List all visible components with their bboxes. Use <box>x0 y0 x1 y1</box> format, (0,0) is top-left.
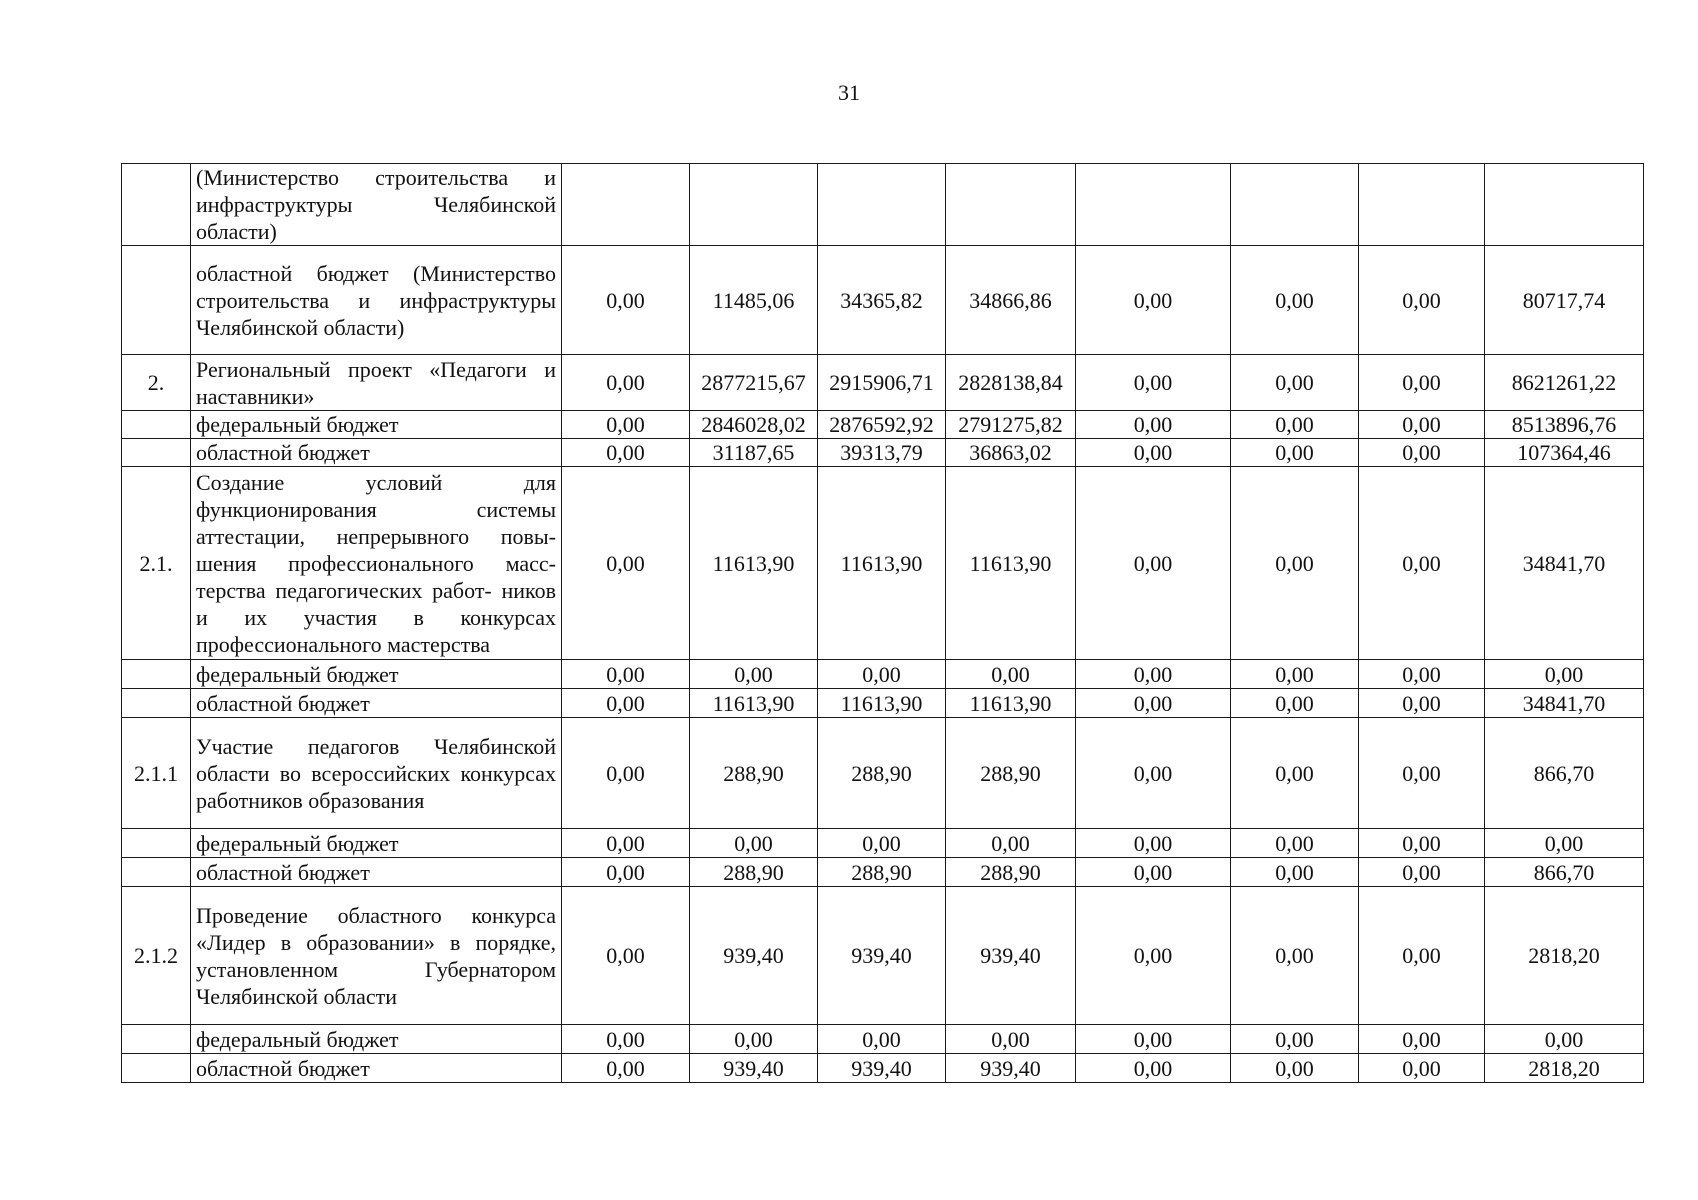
row-description <box>191 246 562 355</box>
row-description-text: Участие педагогов Челябинской области во всероссийских конкурсах работников образования <box>196 733 556 813</box>
value-cell-8: 0,00 <box>1485 1025 1644 1054</box>
value-cell-8: 80717,74 <box>1485 246 1644 355</box>
row-number: 2.1.1 <box>122 718 191 829</box>
row-number: 2. <box>122 355 191 411</box>
row-description <box>191 355 562 411</box>
value-cell-1: 0,00 <box>562 1054 690 1083</box>
row-description-text: Создание условий для функционирования системы аттестации, непрерывного повы- шения профессионального масс- терства педагогических работ- ников и их участия в конкурсах профессионального мастерства <box>196 469 556 657</box>
budget-table <box>121 163 1644 1083</box>
value-cell-2: 11613,90 <box>690 689 818 718</box>
value-cell-4: 2828138,84 <box>946 355 1076 411</box>
value-cell-2: 939,40 <box>690 1054 818 1083</box>
value-cell-8: 34841,70 <box>1485 467 1644 660</box>
value-cell-2: 288,90 <box>690 718 818 829</box>
value-cell-4 <box>946 164 1076 246</box>
row-description-text: областной бюджет <box>196 859 370 885</box>
row-number <box>122 1025 191 1054</box>
value-cell-8: 0,00 <box>1485 660 1644 689</box>
value-cell-7: 0,00 <box>1359 439 1485 467</box>
table-row <box>122 1054 1644 1083</box>
value-cell-8: 866,70 <box>1485 718 1644 829</box>
value-cell-6: 0,00 <box>1231 1054 1359 1083</box>
value-cell-6: 0,00 <box>1231 660 1359 689</box>
table-row <box>122 411 1644 439</box>
value-cell-1 <box>562 164 690 246</box>
row-number <box>122 858 191 887</box>
row-number <box>122 660 191 689</box>
value-cell-8 <box>1485 164 1644 246</box>
value-cell-4: 939,40 <box>946 1054 1076 1083</box>
value-cell-5 <box>1076 164 1231 246</box>
row-description <box>191 660 562 689</box>
value-cell-8: 2818,20 <box>1485 1054 1644 1083</box>
value-cell-1: 0,00 <box>562 718 690 829</box>
row-description <box>191 689 562 718</box>
value-cell-3: 11613,90 <box>818 689 946 718</box>
value-cell-2: 939,40 <box>690 887 818 1025</box>
table-row <box>122 829 1644 858</box>
row-number <box>122 829 191 858</box>
value-cell-5: 0,00 <box>1076 1025 1231 1054</box>
value-cell-3: 939,40 <box>818 887 946 1025</box>
value-cell-2: 0,00 <box>690 829 818 858</box>
row-description <box>191 829 562 858</box>
value-cell-2: 11613,90 <box>690 467 818 660</box>
row-description <box>191 858 562 887</box>
value-cell-5: 0,00 <box>1076 246 1231 355</box>
value-cell-1: 0,00 <box>562 439 690 467</box>
row-description <box>191 439 562 467</box>
value-cell-6: 0,00 <box>1231 689 1359 718</box>
table-row <box>122 164 1644 246</box>
value-cell-1: 0,00 <box>562 1025 690 1054</box>
value-cell-5: 0,00 <box>1076 887 1231 1025</box>
row-description-text: Региональный проект «Педагоги и наставники» <box>196 356 556 409</box>
page-number: 31 <box>838 80 860 105</box>
value-cell-7: 0,00 <box>1359 467 1485 660</box>
value-cell-8: 866,70 <box>1485 858 1644 887</box>
value-cell-7: 0,00 <box>1359 1054 1485 1083</box>
row-description <box>191 718 562 829</box>
value-cell-7: 0,00 <box>1359 1025 1485 1054</box>
table-row <box>122 887 1644 1025</box>
row-number <box>122 246 191 355</box>
row-description-text: федеральный бюджет <box>196 830 399 856</box>
value-cell-5: 0,00 <box>1076 689 1231 718</box>
value-cell-1: 0,00 <box>562 829 690 858</box>
table-row <box>122 467 1644 660</box>
value-cell-5: 0,00 <box>1076 829 1231 858</box>
value-cell-8: 8513896,76 <box>1485 411 1644 439</box>
value-cell-7: 0,00 <box>1359 858 1485 887</box>
value-cell-5: 0,00 <box>1076 660 1231 689</box>
table-row <box>122 858 1644 887</box>
value-cell-7: 0,00 <box>1359 355 1485 411</box>
table-row <box>122 689 1644 718</box>
value-cell-4: 34866,86 <box>946 246 1076 355</box>
value-cell-6: 0,00 <box>1231 439 1359 467</box>
value-cell-1: 0,00 <box>562 858 690 887</box>
value-cell-1: 0,00 <box>562 467 690 660</box>
value-cell-8: 2818,20 <box>1485 887 1644 1025</box>
value-cell-4: 288,90 <box>946 858 1076 887</box>
table-row <box>122 660 1644 689</box>
value-cell-4: 36863,02 <box>946 439 1076 467</box>
value-cell-3: 288,90 <box>818 858 946 887</box>
row-description-text: федеральный бюджет <box>196 661 399 687</box>
value-cell-6 <box>1231 164 1359 246</box>
value-cell-6: 0,00 <box>1231 718 1359 829</box>
value-cell-2 <box>690 164 818 246</box>
value-cell-1: 0,00 <box>562 355 690 411</box>
row-description-text: областной бюджет <box>196 690 370 716</box>
row-description <box>191 887 562 1025</box>
value-cell-3: 0,00 <box>818 1025 946 1054</box>
row-number <box>122 439 191 467</box>
row-description-text: областной бюджет (Министерство строительства и инфраструктуры Челябинской области) <box>196 260 556 340</box>
row-description-text: федеральный бюджет <box>196 412 399 437</box>
row-number <box>122 411 191 439</box>
value-cell-7 <box>1359 164 1485 246</box>
value-cell-4: 11613,90 <box>946 689 1076 718</box>
value-cell-1: 0,00 <box>562 246 690 355</box>
row-description-text: областной бюджет <box>196 1055 370 1081</box>
row-description-text: федеральный бюджет <box>196 1026 399 1052</box>
value-cell-4: 11613,90 <box>946 467 1076 660</box>
value-cell-8: 107364,46 <box>1485 439 1644 467</box>
value-cell-6: 0,00 <box>1231 829 1359 858</box>
table-row <box>122 439 1644 467</box>
value-cell-8: 0,00 <box>1485 829 1644 858</box>
table-body <box>122 164 1644 1083</box>
value-cell-3: 34365,82 <box>818 246 946 355</box>
value-cell-7: 0,00 <box>1359 689 1485 718</box>
value-cell-7: 0,00 <box>1359 718 1485 829</box>
value-cell-5: 0,00 <box>1076 439 1231 467</box>
value-cell-5: 0,00 <box>1076 1054 1231 1083</box>
value-cell-4: 0,00 <box>946 660 1076 689</box>
row-number <box>122 1054 191 1083</box>
value-cell-3: 11613,90 <box>818 467 946 660</box>
value-cell-5: 0,00 <box>1076 467 1231 660</box>
value-cell-4: 939,40 <box>946 887 1076 1025</box>
value-cell-6: 0,00 <box>1231 1025 1359 1054</box>
value-cell-5: 0,00 <box>1076 858 1231 887</box>
value-cell-2: 288,90 <box>690 858 818 887</box>
value-cell-5: 0,00 <box>1076 411 1231 439</box>
value-cell-1: 0,00 <box>562 411 690 439</box>
row-description <box>191 164 562 246</box>
value-cell-2: 0,00 <box>690 1025 818 1054</box>
value-cell-3: 2915906,71 <box>818 355 946 411</box>
value-cell-6: 0,00 <box>1231 858 1359 887</box>
row-description-text: (Министерство строительства и инфраструктуры Челябинской области) <box>196 165 556 244</box>
row-number: 2.1.2 <box>122 887 191 1025</box>
row-description <box>191 411 562 439</box>
row-number <box>122 164 191 246</box>
value-cell-7: 0,00 <box>1359 887 1485 1025</box>
value-cell-4: 0,00 <box>946 829 1076 858</box>
row-description-text: областной бюджет <box>196 440 370 465</box>
value-cell-1: 0,00 <box>562 689 690 718</box>
value-cell-3: 0,00 <box>818 829 946 858</box>
value-cell-2: 0,00 <box>690 660 818 689</box>
value-cell-6: 0,00 <box>1231 411 1359 439</box>
value-cell-2: 2877215,67 <box>690 355 818 411</box>
value-cell-1: 0,00 <box>562 660 690 689</box>
value-cell-7: 0,00 <box>1359 829 1485 858</box>
value-cell-5: 0,00 <box>1076 718 1231 829</box>
table-row <box>122 1025 1644 1054</box>
value-cell-7: 0,00 <box>1359 411 1485 439</box>
value-cell-3: 2876592,92 <box>818 411 946 439</box>
table-row <box>122 355 1644 411</box>
row-description-text: Проведение областного конкурса «Лидер в образовании» в порядке, установленном Губернатором Челябинской области <box>196 902 556 1009</box>
value-cell-2: 2846028,02 <box>690 411 818 439</box>
table-row <box>122 246 1644 355</box>
value-cell-7: 0,00 <box>1359 246 1485 355</box>
value-cell-3: 939,40 <box>818 1054 946 1083</box>
row-description <box>191 467 562 660</box>
value-cell-3: 288,90 <box>818 718 946 829</box>
value-cell-2: 31187,65 <box>690 439 818 467</box>
value-cell-6: 0,00 <box>1231 467 1359 660</box>
value-cell-3 <box>818 164 946 246</box>
value-cell-4: 288,90 <box>946 718 1076 829</box>
row-description <box>191 1054 562 1083</box>
table-row <box>122 718 1644 829</box>
value-cell-4: 2791275,82 <box>946 411 1076 439</box>
value-cell-5: 0,00 <box>1076 355 1231 411</box>
value-cell-2: 11485,06 <box>690 246 818 355</box>
value-cell-6: 0,00 <box>1231 887 1359 1025</box>
row-number: 2.1. <box>122 467 191 660</box>
row-number <box>122 689 191 718</box>
row-description <box>191 1025 562 1054</box>
value-cell-7: 0,00 <box>1359 660 1485 689</box>
value-cell-4: 0,00 <box>946 1025 1076 1054</box>
value-cell-1: 0,00 <box>562 887 690 1025</box>
value-cell-6: 0,00 <box>1231 355 1359 411</box>
value-cell-3: 0,00 <box>818 660 946 689</box>
value-cell-8: 34841,70 <box>1485 689 1644 718</box>
value-cell-3: 39313,79 <box>818 439 946 467</box>
value-cell-6: 0,00 <box>1231 246 1359 355</box>
value-cell-8: 8621261,22 <box>1485 355 1644 411</box>
